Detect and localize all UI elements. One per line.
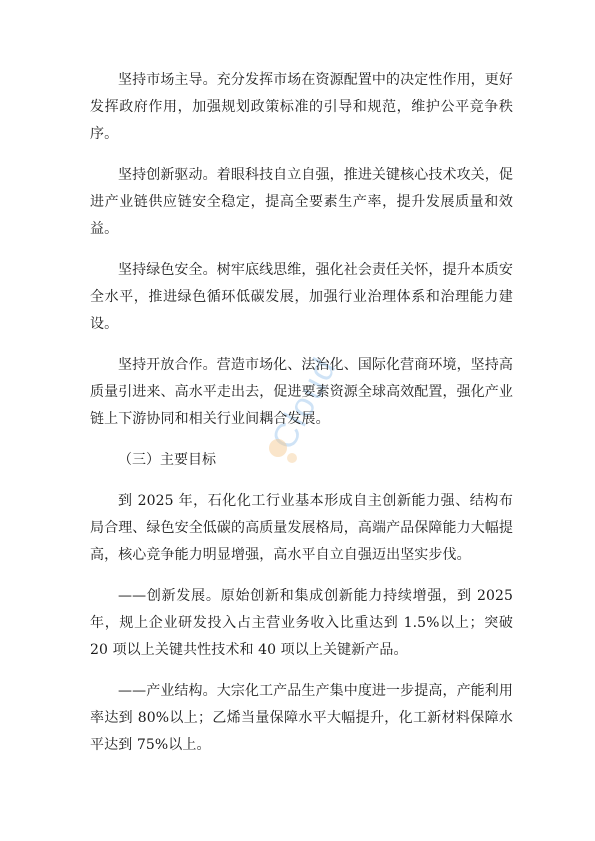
paragraph-market-led: 坚持市场主导。充分发挥市场在资源配置中的决定性作用，更好发挥政府作用，加强规划政策标准的引导和规范，维护公平竞争秩序。: [90, 72, 513, 142]
paragraph-innovation-driven: 坚持创新驱动。着眼科技自立自强，推进关键核心技术攻关，促进产业链供应链安全稳定，提高全要素生产率，提升发展质量和效益。: [90, 167, 513, 237]
section-heading-main-goals: （三）主要目标: [118, 452, 216, 468]
paragraph-industry-structure: ——产业结构。大宗化工产品生产集中度进一步提高，产能利用率达到 80%以上；乙烯当量保障水平大幅提升，化工新材料保障水平达到 75%以上。: [90, 683, 513, 753]
document-body: [90, 67, 513, 773]
svg-text:Cloud: Cloud: [264, 350, 345, 456]
paragraph-2025-goal: 到 2025 年，石化化工行业基本形成自主创新能力强、结构布局合理、绿色安全低碳的高质量发展格局，高端产品保障能力大幅提高，核心竞争能力明显增强，高水平自立自强迈出坚实步伐。: [90, 493, 513, 563]
paragraph-open-cooperation: 坚持开放合作。营造市场化、法治化、国际化营商环境，坚持高质量引进来、高水平走出去，促进要素资源全球高效配置，强化产业链上下游协同和相关行业间耦合发展。: [90, 357, 513, 427]
paragraph-green-safety: 坚持绿色安全。树牢底线思维，强化社会责任关怀，提升本质安全水平，推进绿色循环低碳发展，加强行业治理体系和治理能力建设。: [90, 262, 513, 332]
paragraph-innovation-development: ——创新发展。原始创新和集成创新能力持续增强，到 2025 年，规上企业研发投入占主营业务收入比重达到 1.5%以上；突破 20 项以上关键共性技术和 40 项以上关键新产品。: [90, 588, 513, 658]
